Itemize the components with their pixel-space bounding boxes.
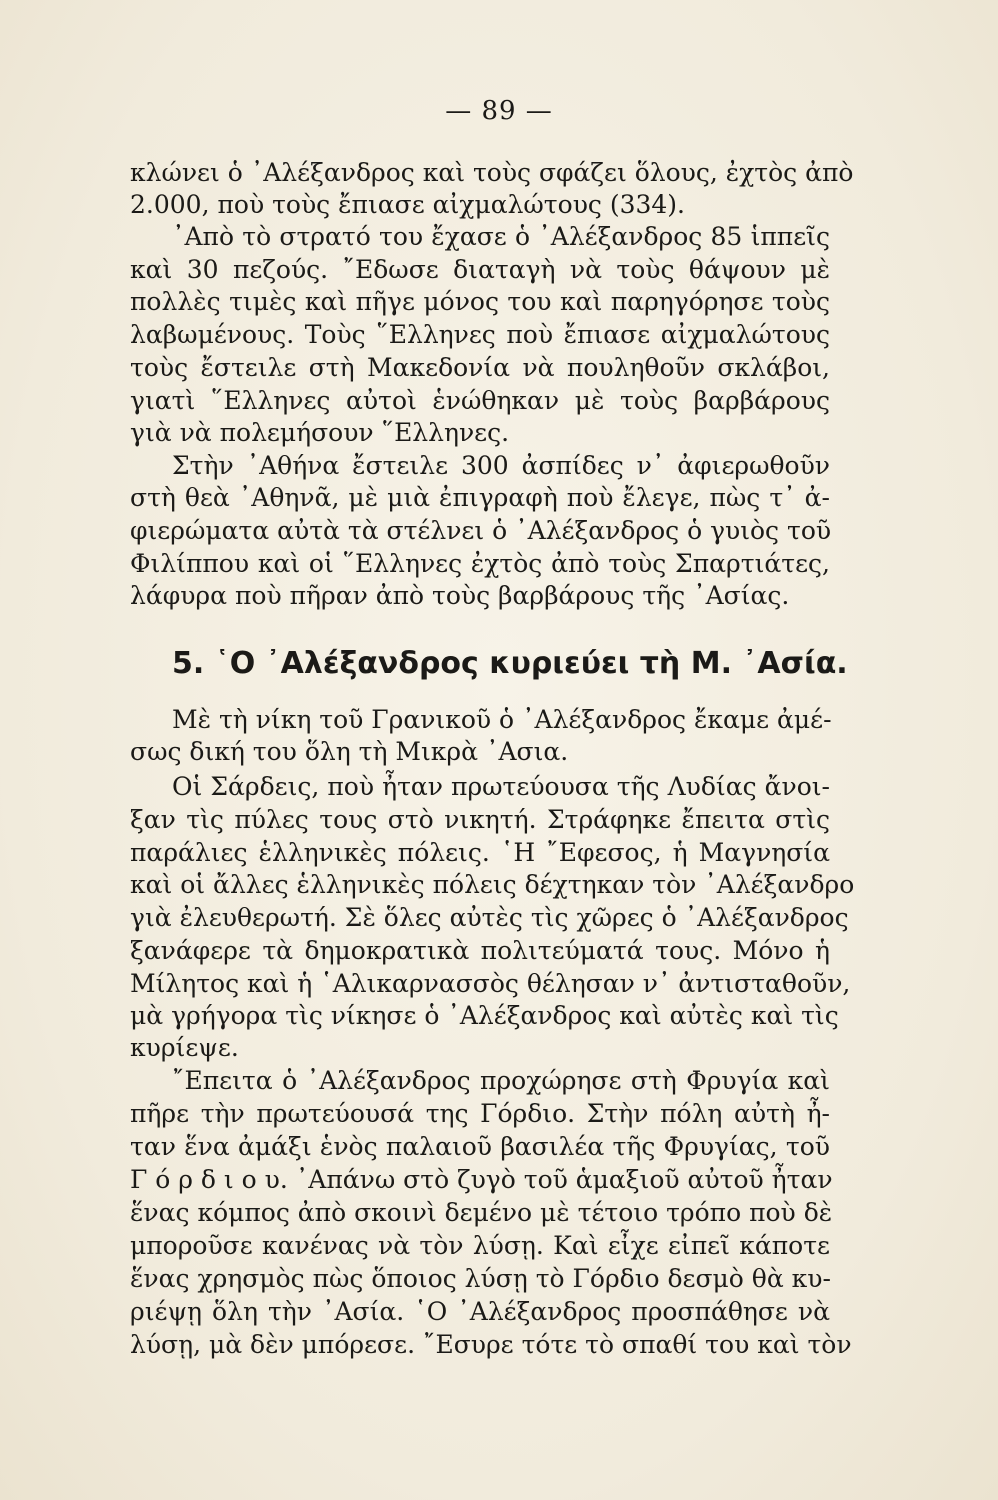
text-line: κυρίεψε. — [130, 1033, 239, 1062]
text-line: παράλιες ἑλληνικὲς πόλεις. ῾Η ῎Εφεσος, ἡ Μαγνησία — [130, 838, 830, 867]
text-line: ῎Επειτα ὁ ᾿Αλέξανδρος προχώρησε στὴ Φρυγία καὶ — [172, 1066, 830, 1095]
text-line: λύσῃ, μὰ δὲν μπόρεσε. ῎Εσυρε τότε τὸ σπαθί του καὶ τὸν — [130, 1330, 852, 1359]
section-heading: 5. ῾Ο ᾿Αλέξανδρος κυριεύει τὴ Μ. ᾿Ασία. — [172, 646, 848, 681]
text-line: μποροῦσε κανένας νὰ τὸν λύσῃ. Καὶ εἶχε εἰπεῖ κάποτε — [130, 1231, 830, 1260]
text-line: ξαν τὶς πύλες τους στὸ νικητή. Στράφηκε ἔπειτα στὶς — [130, 805, 830, 834]
text-line: Μὲ τὴ νίκη τοῦ Γρανικοῦ ὁ ᾿Αλέξανδρος ἔκαμε ἀμέ- — [172, 705, 832, 734]
text-line: καὶ 30 πεζούς. ῎Εδωσε διαταγὴ νὰ τοὺς θάψουν μὲ — [130, 255, 830, 284]
text-line: ξανάφερε τὰ δημοκρατικὰ πολιτεύματά τους. Μόνο ἡ — [130, 936, 830, 965]
text-line: Οἱ Σάρδεις, ποὺ ἦταν πρωτεύουσα τῆς Λυδίας ἄνοι- — [172, 772, 830, 801]
text-line: μὰ γρήγορα τὶς νίκησε ὁ ᾿Αλέξανδρος καὶ αὐτὲς καὶ τὶς — [130, 1001, 839, 1030]
text-line: γιατὶ ῞Ελληνες αὐτοὶ ἑνώθηκαν μὲ τοὺς βαρβάρους — [130, 386, 830, 415]
text-line: κλώνει ὁ ᾿Αλέξανδρος καὶ τοὺς σφάζει ὅλους, ἐχτὸς ἀπὸ — [130, 158, 854, 187]
text-line: Μίλητος καὶ ἡ ῾Αλικαρνασσὸς θέλησαν ν᾿ ἀντισταθοῦν, — [130, 969, 851, 998]
text-line: Στὴν ᾿Αθήνα ἔστειλε 300 ἀσπίδες ν᾿ ἀφιερωθοῦν — [172, 451, 830, 480]
text-line: Φιλίππου καὶ οἱ ῞Ελληνες ἐχτὸς ἀπὸ τοὺς Σπαρτιάτες, — [130, 549, 830, 578]
text-line: 2.000, ποὺ τοὺς ἔπιασε αἰχμαλώτους (334). — [130, 190, 686, 219]
text-line: φιερώματα αὐτὰ τὰ στέλνει ὁ ᾿Αλέξανδρος ὁ γυιὸς τοῦ — [130, 516, 832, 545]
text-line: Γ ό ρ δ ι ο υ. ᾿Απάνω στὸ ζυγὸ τοῦ ἁμαξιοῦ αὐτοῦ ἦταν — [130, 1165, 833, 1194]
text-line: καὶ οἱ ἄλλες ἑλληνικὲς πόλεις δέχτηκαν τὸν ᾿Αλέξανδρο — [130, 870, 855, 899]
text-line: ἕνας χρησμὸς πὼς ὅποιος λύσῃ τὸ Γόρδιο δεσμὸ θὰ κυ- — [130, 1264, 831, 1293]
text-line: σως δική του ὅλη τὴ Μικρὰ ᾿Ασια. — [130, 737, 569, 766]
text-line: γιὰ νὰ πολεμήσουν ῞Ελληνες. — [130, 418, 510, 447]
text-line: ριέψῃ ὅλη τὴν ᾿Ασία. ῾Ο ᾿Αλέξανδρος προσπάθησε νὰ — [130, 1297, 830, 1326]
text-line: ᾿Απὸ τὸ στρατό του ἔχασε ὁ ᾿Αλέξανδρος 85 ἱππεῖς — [172, 222, 830, 251]
page-number: — 89 — — [445, 96, 553, 126]
text-line: τοὺς ἔστειλε στὴ Μακεδονία νὰ πουληθοῦν σκλάβοι, — [130, 353, 830, 382]
text-line: πολλὲς τιμὲς καὶ πῆγε μόνος του καὶ παρηγόρησε τοὺς — [130, 287, 830, 316]
text-line: ταν ἕνα ἀμάξι ἑνὸς παλαιοῦ βασιλέα τῆς Φρυγίας, τοῦ — [130, 1132, 830, 1161]
text-line: στὴ θεὰ ᾿Αθηνᾶ, μὲ μιὰ ἐπιγραφὴ ποὺ ἔλεγε, πὼς τ᾿ ἀ- — [130, 483, 830, 512]
text-line: γιὰ ἐλευθερωτή. Σὲ ὅλες αὐτὲς τὶς χῶρες ὁ ᾿Αλέξανδρος — [130, 903, 849, 932]
text-line: λάφυρα ποὺ πῆραν ἀπὸ τοὺς βαρβάρους τῆς ᾿Ασίας. — [130, 581, 790, 610]
text-line: πῆρε τὴν πρωτεύουσά της Γόρδιο. Στὴν πόλη αὐτὴ ἦ- — [130, 1099, 830, 1128]
text-line: λαβωμένους. Τοὺς ῞Ελληνες ποὺ ἔπιασε αἰχμαλώτους — [130, 320, 830, 349]
text-line: ἕνας κόμπος ἀπὸ σκοινὶ δεμένο μὲ τέτοιο τρόπο ποὺ δὲ — [130, 1198, 833, 1227]
